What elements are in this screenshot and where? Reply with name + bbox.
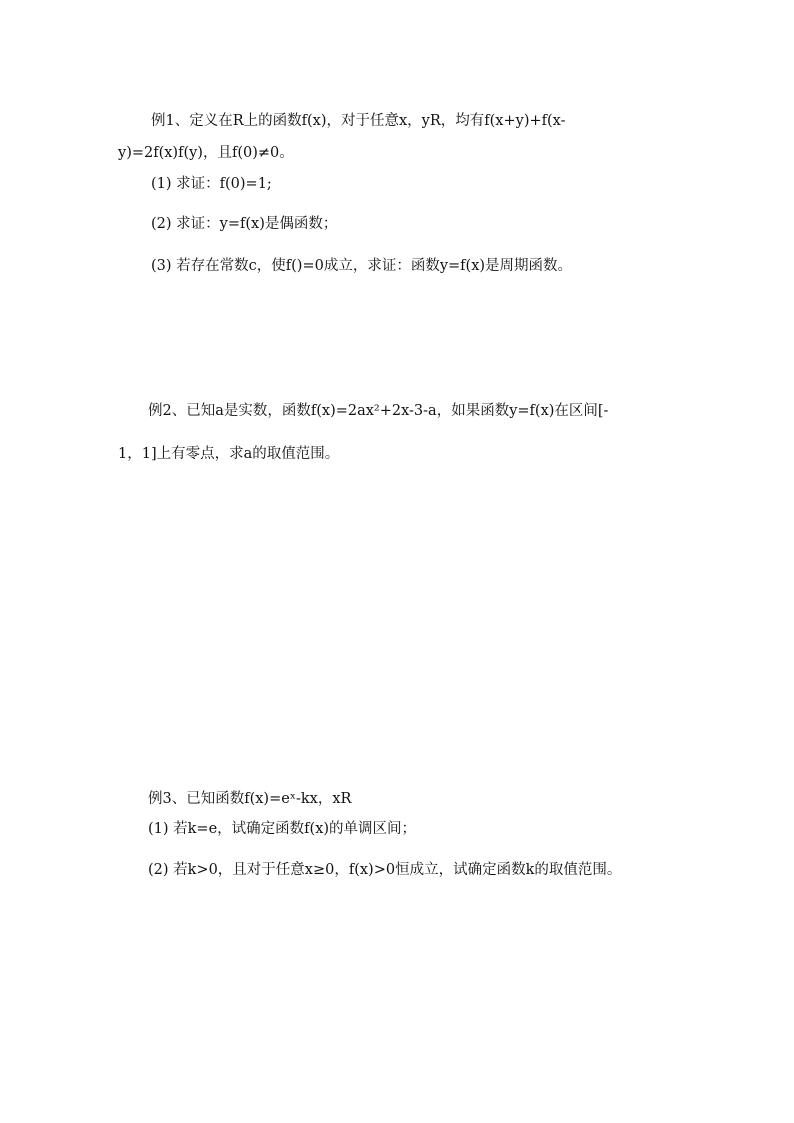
- example-1-statement-line-1: 例1、定义在R上的函数f(x)，对于任意x，yR，均有f(x+y)+f(x-: [151, 113, 566, 129]
- example-1-statement-line-2: y)=2f(x)f(y)，且f(0)≠0。: [118, 145, 294, 161]
- example-3-part-1: (1) 若k=e，试确定函数f(x)的单调区间；: [148, 821, 417, 837]
- example-1-part-2: (2) 求证：y=f(x)是偶函数；: [151, 216, 338, 232]
- example-2-statement-line-2: 1，1]上有零点，求a的取值范围。: [118, 446, 340, 462]
- example-1-part-1: (1) 求证：f(0)=1;: [151, 176, 272, 192]
- example-1-part-3: (3) 若存在常数c，使f()=0成立，求证：函数y=f(x)是周期函数。: [151, 258, 573, 274]
- example-2-statement-line-1: 例2、已知a是实数，函数f(x)=2ax²+2x-3-a，如果函数y=f(x)在区间[-: [148, 403, 609, 419]
- example-3-statement: 例3、已知函数f(x)=eˣ-kx，xR: [148, 791, 352, 807]
- example-3-part-2: (2) 若k>0，且对于任意x≥0，f(x)>0恒成立，试确定函数k的取值范围。: [148, 862, 622, 878]
